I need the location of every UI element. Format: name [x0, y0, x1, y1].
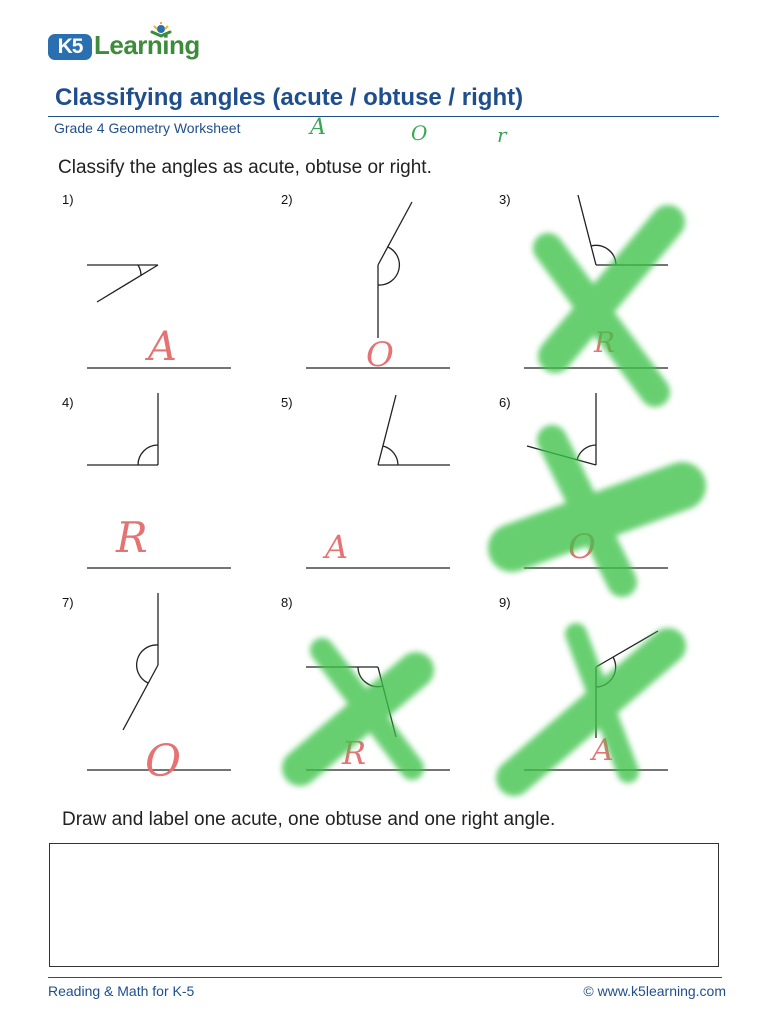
- problem-4-number: 4): [62, 395, 74, 410]
- classify-instruction: Classify the angles as acute, obtuse or right.: [58, 157, 432, 178]
- draw-instruction: Draw and label one acute, one obtuse and one right angle.: [62, 809, 556, 830]
- problem-9-number: 9): [499, 595, 511, 610]
- answer-2-handwriting: O: [366, 335, 394, 375]
- cross-out-3: [548, 222, 668, 392]
- key-mark-o: O: [411, 121, 428, 145]
- cross-out-9: [514, 634, 668, 778]
- angle-4: [87, 393, 158, 465]
- drawing-answer-box[interactable]: [49, 843, 719, 967]
- angle-2: [378, 202, 412, 338]
- footer-divider: [48, 977, 722, 978]
- footer-tagline: Reading & Math for K-5: [48, 983, 195, 999]
- logo-k5-badge: K5: [48, 34, 92, 60]
- footer-copyright-link[interactable]: © www.k5learning.com: [583, 983, 726, 999]
- worksheet-title: Classifying angles (acute / obtuse / right): [55, 84, 524, 111]
- answer-6-handwriting: O: [568, 527, 596, 567]
- problem-2-number: 2): [281, 192, 293, 207]
- problem-6-number: 6): [499, 395, 511, 410]
- logo-learning-text: Learning: [94, 30, 200, 60]
- answer-8-handwriting: R: [342, 734, 367, 772]
- answer-4-handwriting: R: [116, 513, 148, 562]
- key-mark-a: A: [310, 115, 326, 140]
- key-mark-r: r: [497, 123, 507, 147]
- problem-7-number: 7): [62, 595, 74, 610]
- answer-9-handwriting: A: [592, 733, 614, 768]
- cross-out-6: [512, 440, 682, 582]
- problem-3-number: 3): [499, 192, 511, 207]
- problem-5-number: 5): [281, 395, 293, 410]
- problem-8-number: 8): [281, 595, 293, 610]
- answer-7-handwriting: O: [145, 736, 182, 787]
- angle-7: [123, 593, 158, 730]
- answer-1-handwriting: A: [148, 324, 177, 370]
- problem-1-number: 1): [62, 192, 74, 207]
- answer-5-handwriting: A: [325, 528, 349, 566]
- angle-5: [378, 395, 450, 465]
- angle-1: [87, 265, 158, 302]
- worksheet-subtitle: Grade 4 Geometry Worksheet: [54, 120, 241, 136]
- answer-3-handwriting: R: [594, 326, 616, 359]
